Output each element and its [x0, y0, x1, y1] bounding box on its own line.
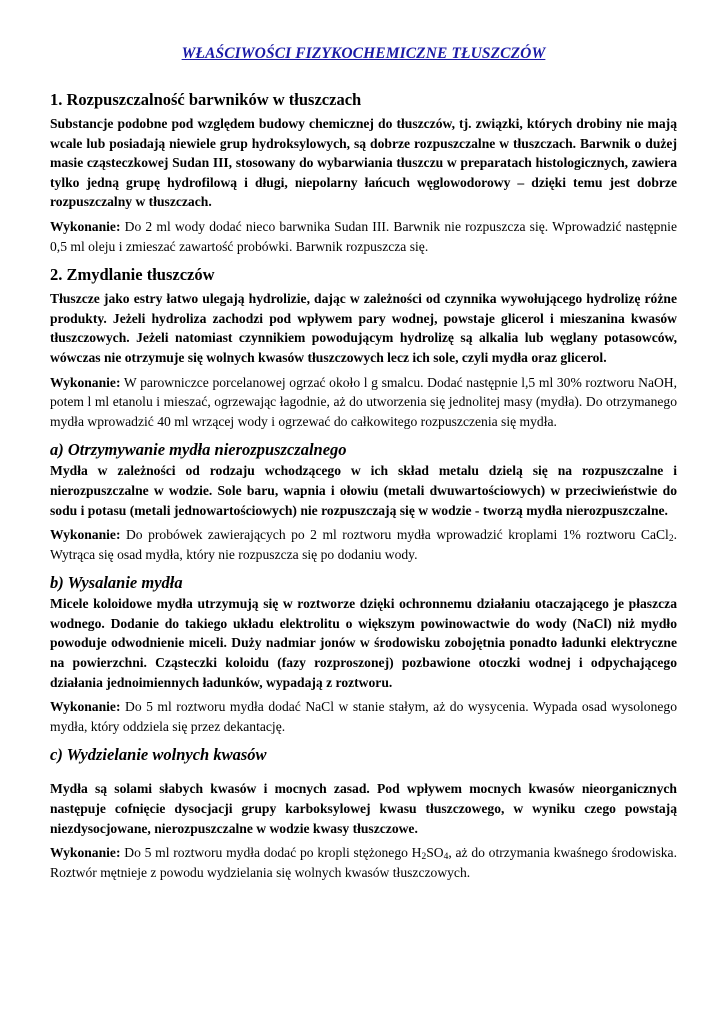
- section-a-theory: Mydła w zależności od rodzaju wchodzącego w ich skład metalu dzielą się na rozpuszczalne i nierozpuszczalne w wodzie. Sole baru, wapnia i ołowiu (metali dwuwartościowych) w przeciwieństwie do sodu i potasu (metali jednowartościowych) nie rozpuszczają się w wodzie - tworzą mydła nierozpuszczalne.: [50, 463, 677, 518]
- section-a-heading: a) Otrzymywanie mydła nierozpuszczalnego: [50, 440, 347, 460]
- section-c-procedure-text-1: Do 5 ml roztworu mydła dodać po kropli stężonego H: [124, 845, 422, 861]
- subscript: 2: [421, 852, 427, 863]
- section-1-theory: Substancje podobne pod względem budowy chemicznej do tłuszczów, tj. związki, których drobiny nie mają wcale lub posiadają niewiele grup hydroksylowych, są dobrze rozpuszczalne w tłuszczach. Barwnik o dużej masie cząsteczkowej Sudan III, stosowany do wybarwiania tłuszczu w preparatach histologicznych, zawiera tylko jedną grupę hydrofilową i długi, niepolarny łańcuch węglowodorowy – dzięki temu jest dobrze rozpuszczalny w tłuszczach.: [50, 116, 677, 210]
- document-page: [50, 45, 677, 882]
- subscript: 2: [668, 534, 674, 545]
- document-title: WŁAŚCIWOŚCI FIZYKOCHEMICZNE TŁUSZCZÓW: [181, 45, 546, 62]
- section-2-procedure: [50, 373, 677, 432]
- procedure-label: Wykonanie:: [50, 527, 121, 543]
- procedure-label: Wykonanie:: [50, 845, 121, 861]
- section-b-theory: Micele koloidowe mydła utrzymują się w roztworze dzięki ochronnemu działaniu otaczającego je płaszcza wodnego. Dodanie do takiego układu elektrolitu o większym powinowactwie do wody (NaCl) niż mydło powoduje odwodnienie miceli. Duży nadmiar jonów w środowisku zobojętnia ponadto ładunki elektryczne na powierzchni. Cząsteczki koloidu (fazy rozproszonej) pozbawione otoczki wodnej i odpychającego działania jednoimiennych ładunków, wypadają z roztworu.: [50, 596, 677, 690]
- section-a-procedure: [50, 525, 677, 564]
- section-2-theory: Tłuszcze jako estry łatwo ulegają hydrolizie, dając w zależności od czynnika wywołującego hydrolizę różne produkty. Jeżeli hydroliza zachodzi pod wpływem pary wodnej, powstaje glicerol i mieszanina kwasów tłuszczowych. Jeżeli natomiast czynnikiem powodującym hydrolizę są alkalia lub węglany potasowców, wówczas nie otrzymuje się wolnych kwasów tłuszczowych lecz ich sole, czyli mydła oraz glicerol.: [50, 291, 677, 365]
- section-c-theory: Mydła są solami słabych kwasów i mocnych zasad. Pod wpływem mocnych kwasów nieorganicznych następuje cofnięcie dysocjacji grupy karboksylowej kwasu tłuszczowego, w wyniku czego powstają niezdysocjowane, nierozpuszczalne w wodzie kwasy tłuszczowe.: [50, 781, 677, 836]
- section-c-procedure: [50, 843, 677, 882]
- section-c-procedure-text-2: SO: [426, 845, 444, 861]
- section-1-procedure-text: Do 2 ml wody dodać nieco barwnika Sudan III. Barwnik nie rozpuszcza się. Wprowadzić następnie 0,5 ml oleju i zmieszać zawartość probówki. Barwnik rozpuszcza się.: [50, 218, 677, 254]
- section-1-heading: 1. Rozpuszczalność barwników w tłuszczach: [50, 90, 362, 109]
- procedure-label: Wykonanie:: [50, 218, 121, 234]
- section-b-procedure-text: Do 5 ml roztworu mydła dodać NaCl w stanie stałym, aż do wysycenia. Wypada osad wysolonego mydła, który oddziela się przez dekantację.: [50, 699, 677, 734]
- section-c-procedure-text-3: , aż do otrzymania kwaśnego środowiska. Roztwór mętnieje z powodu wydzielania się wolnych kwasów tłuszczowych.: [50, 845, 677, 880]
- procedure-label: Wykonanie:: [50, 699, 121, 715]
- procedure-label: Wykonanie:: [50, 374, 121, 390]
- section-2-heading: 2. Zmydlanie tłuszczów: [50, 265, 215, 285]
- section-1-procedure: [50, 217, 677, 256]
- section-a-procedure-text-2: . Wytrąca się osad mydła, który nie rozpuszcza się po dodaniu wody.: [50, 527, 677, 562]
- section-2-procedure-text: W parowniczce porcelanowej ogrzać około l g smalcu. Dodać następnie l,5 ml 30% roztworu NaOH, potem l ml etanolu i mieszać, ogrzewając łagodnie, aż do utworzenia się jednolitej masy (mydła). Do otrzymanego mydła wprowadzić 40 ml wrzącej wody i ogrzewać do całkowitego rozpuszczenia się mydła.: [50, 374, 678, 429]
- section-b-procedure: [50, 697, 677, 736]
- subscript: 4: [443, 852, 449, 863]
- section-b-heading: b) Wysalanie mydła: [50, 573, 183, 593]
- section-c-heading: c) Wydzielanie wolnych kwasów: [50, 745, 267, 765]
- section-a-procedure-text-1: Do probówek zawierających po 2 ml roztworu mydła wprowadzić kroplami 1% roztworu CaCl: [125, 527, 669, 543]
